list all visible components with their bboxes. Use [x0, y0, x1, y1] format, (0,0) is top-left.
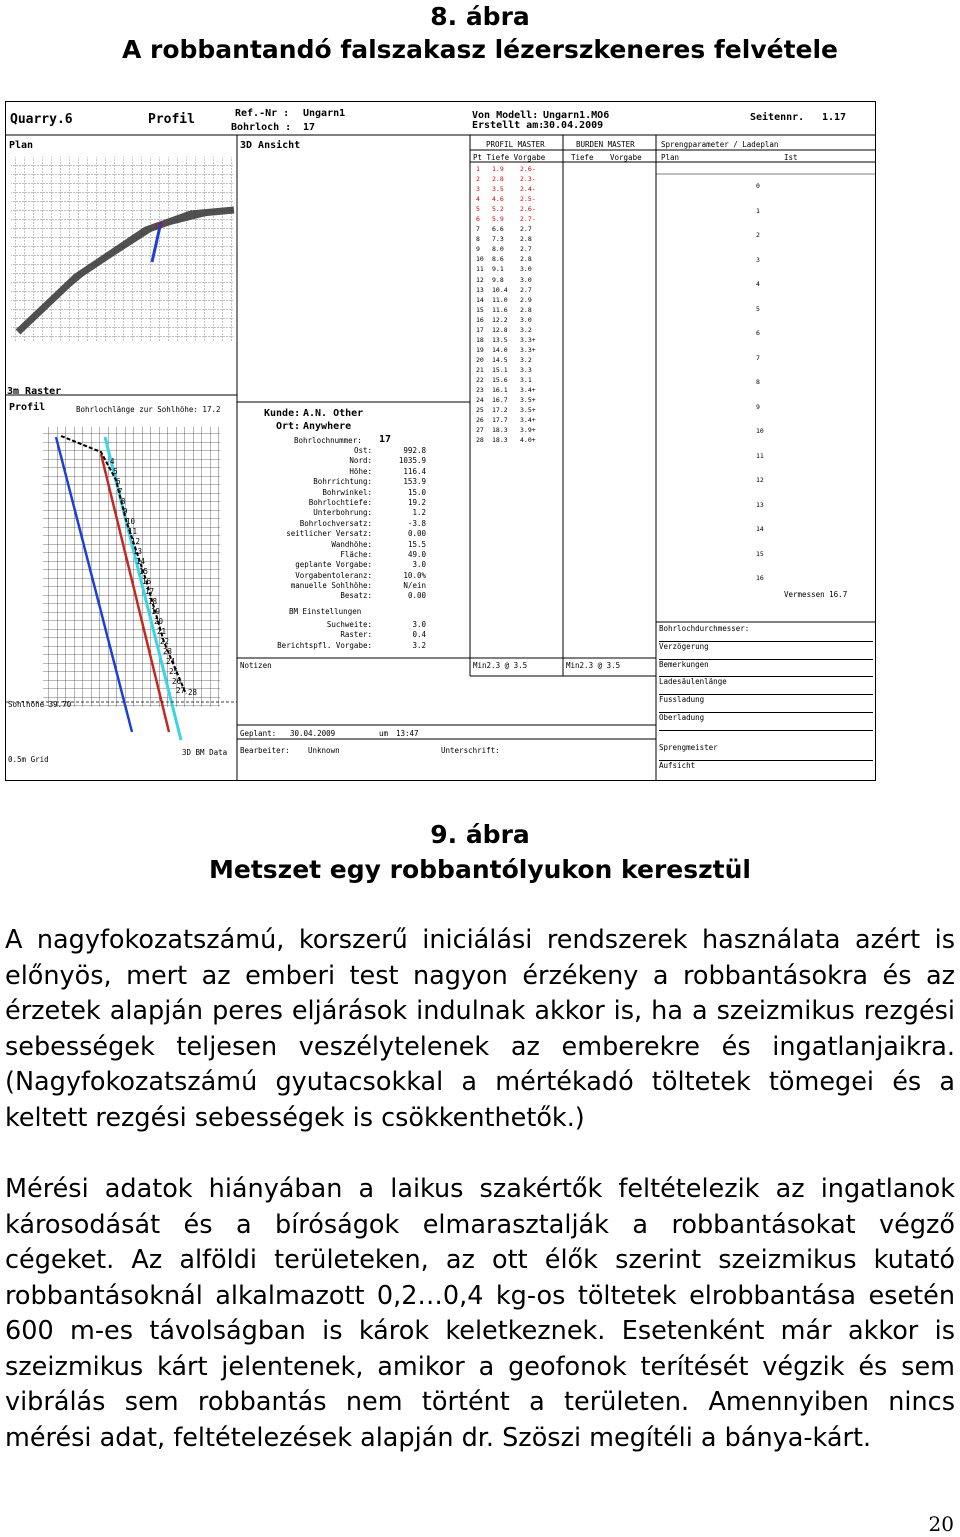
profile-label: 18 — [148, 597, 158, 606]
bm-param-value: 3.2 — [412, 640, 426, 650]
field-aufsicht: Aufsicht — [659, 760, 696, 770]
plan-number: 1 — [756, 206, 760, 215]
burden-row — [476, 216, 556, 226]
burden-cell: 3.3 — [520, 365, 532, 374]
bohrlochnummer-label: Bohrlochnummer: — [294, 436, 362, 445]
hdr-ist: Ist — [784, 153, 798, 162]
param-label: Fläche: — [340, 549, 372, 559]
burden-cell: 19 — [476, 345, 484, 354]
burden-cell: 3 — [476, 185, 480, 194]
burden-cell: 2 — [476, 175, 480, 184]
param-label: Ost: — [353, 446, 372, 455]
burden-cell: 24 — [476, 396, 484, 405]
bm-param-label: Suchweite: — [326, 620, 372, 629]
burden-cell: 2.7 — [520, 285, 532, 294]
burden-cell: 18 — [476, 335, 484, 344]
param-value: 1035.9 — [398, 456, 426, 466]
sohlhoehe-label: Sohlhöhe 39.70 — [8, 700, 72, 709]
burden-row — [476, 367, 556, 377]
profile-label: 21 — [157, 627, 167, 636]
burden-row — [476, 397, 556, 407]
burden-cell: 3.5+ — [520, 406, 536, 415]
burden-cell: 17.2 — [492, 406, 508, 415]
burden-cell: 14 — [476, 295, 484, 304]
plan-number: 5 — [756, 304, 760, 313]
field-bohrlochdurchmesser: Bohrlochdurchmesser: — [659, 624, 873, 642]
burden-cell: 5 — [476, 205, 480, 214]
unterschrift-label: Unterschrift: — [441, 746, 500, 755]
burden-cell: 23 — [476, 386, 484, 395]
burden-cell: 17.7 — [492, 416, 508, 425]
field-fussladung: Fussladung — [659, 695, 873, 713]
plan-number: 2 — [756, 231, 760, 239]
param-value: 116.4 — [403, 466, 426, 476]
page-number: 20 — [928, 1512, 954, 1536]
profile-label: 17 — [145, 587, 155, 596]
burden-row — [476, 407, 556, 417]
plan-number: 13 — [756, 500, 764, 509]
plan-number: 4 — [756, 280, 760, 288]
burden-row — [476, 277, 556, 287]
profile-label: 24 — [166, 657, 176, 666]
burden-cell: 15.6 — [492, 375, 508, 384]
grid05-label: 0.5m Grid — [8, 755, 49, 764]
profile-label: 9 — [123, 507, 128, 516]
burden-cell: 12 — [476, 275, 484, 284]
plan-number: 15 — [756, 549, 764, 558]
vermessen-label: Vermessen 16.7 — [784, 590, 848, 599]
burden-cell: 9 — [476, 245, 480, 254]
burden-row — [476, 297, 556, 307]
plan-label: Plan — [9, 140, 34, 151]
modell-label: Von Modell: — [472, 110, 539, 121]
min1-label: Min2.3 @ 3.5 — [473, 661, 528, 670]
burden-cell: 8.0 — [492, 245, 504, 254]
burden-cell: 4.6 — [492, 195, 504, 204]
bm-params-table — [246, 620, 426, 651]
burden-row — [476, 246, 556, 256]
param-label: Unterbohrung: — [313, 508, 372, 518]
um-label: um — [379, 729, 389, 738]
burden-cell: 2.8 — [520, 255, 532, 264]
burden-cell: 11.0 — [492, 295, 508, 304]
burden-cell: 3.1 — [520, 375, 532, 384]
ort-label: Ort: — [276, 421, 301, 432]
burden-cell: 3.5+ — [520, 396, 536, 405]
param-label: Wandhöhe: — [331, 539, 372, 549]
hdr-pt: Pt Tiefe Vorgabe — [473, 153, 546, 162]
field-verzoegerung: Verzögerung — [659, 642, 873, 660]
burden-cell: 11.6 — [492, 305, 508, 314]
burden-cell: 14.5 — [492, 355, 508, 364]
param-value: 15.0 — [407, 487, 426, 497]
profile-label: 12 — [131, 537, 141, 546]
burden-cell: 6 — [476, 215, 480, 224]
burden-cell: 3.3+ — [520, 335, 536, 344]
burden-cell: 3.2 — [520, 355, 532, 364]
profile-label: 22 — [160, 637, 170, 646]
bm-param-value: 3.0 — [412, 620, 426, 629]
burden-cell: 21 — [476, 365, 484, 374]
plan-label-17: 17 — [154, 222, 164, 231]
burden-row — [476, 417, 556, 427]
burden-cell: 22 — [476, 375, 484, 384]
param-value: 0.00 — [407, 591, 426, 601]
field-bemerkungen: Bemerkungen — [659, 660, 873, 678]
bm-param-row — [246, 620, 426, 630]
burden-row — [476, 266, 556, 276]
raster-label: 3m Raster — [7, 386, 62, 397]
figure8-caption: A robbantandó falszakasz lézerszkeneres felvétele — [121, 35, 839, 64]
param-label: Bohrlochtiefe: — [308, 497, 372, 507]
param-row — [246, 508, 426, 518]
burden-cell: 2.8 — [492, 175, 504, 184]
param-row — [246, 519, 426, 529]
burden-cell: 20 — [476, 355, 484, 364]
figure9-caption: Metszet egy robbantólyukon keresztül — [208, 855, 751, 884]
burden-cell: 3.0 — [520, 265, 532, 274]
profile-label: 27 — [176, 686, 186, 695]
burden-row — [476, 186, 556, 196]
field-ladesaeulenlaenge: Ladesäulenlänge — [659, 677, 873, 695]
paragraph-1: A nagyfokozatszámú, korszerű iniciálási rendszerek használata azért is előnyös, mert az emberi test nagyon érzékeny a robbantásokra és az érzetek alapján peres eljárások indulnak akkor is, ha a szeizmikus rezgési sebességek teljesen veszélytelenek az emberekre és ingatlanjaikra. (Nagyfokozatszámú gyutacsokkal a mértékadó töltetek tömegei és a keltett rezgési sebességek is csökkenthetők.) — [5, 925, 955, 1133]
burden-cell: 17 — [476, 325, 484, 334]
plan-number: 10 — [756, 427, 764, 435]
profile-label: 6 — [116, 477, 121, 486]
erstellt-value: 30.04.2009 — [543, 120, 604, 131]
ort-value: Anywhere — [303, 421, 352, 432]
geplant-label: Geplant: — [240, 729, 277, 738]
bohrlochnummer-value: 17 — [379, 434, 392, 445]
burden-row — [476, 347, 556, 357]
field-oberladung: Oberladung — [659, 713, 873, 731]
param-row — [246, 560, 426, 570]
burden-cell: 2.7- — [520, 215, 536, 224]
param-value: 10.0% — [403, 570, 426, 580]
plan-number: 0 — [756, 182, 760, 190]
param-label: Besatz: — [340, 591, 372, 601]
burden-cell: 2.7 — [520, 225, 532, 234]
figure9-number: 9. ábra — [430, 820, 530, 849]
profile-label: 26 — [172, 677, 182, 686]
plan-number: 8 — [756, 378, 760, 386]
burden-cell: 1.9 — [492, 165, 504, 173]
burden-cell: 27 — [476, 426, 484, 435]
bm-einstellungen-label: BM Einstellungen — [289, 607, 362, 616]
param-row — [246, 488, 426, 498]
burden-cell: 8 — [476, 235, 480, 244]
burden-master-label: BURDEN MASTER — [576, 140, 635, 149]
bm3d-label: 3D BM Data — [182, 748, 228, 757]
param-value: 49.0 — [407, 549, 426, 559]
burden-cell: 1 — [476, 165, 480, 173]
ref-value: Ungarn1 — [303, 108, 346, 119]
hdr-tiefe: Tiefe — [571, 153, 594, 162]
param-row — [246, 571, 426, 581]
burden-cell: 3.0 — [520, 275, 532, 284]
burden-row — [476, 176, 556, 186]
burden-row — [476, 226, 556, 236]
profil-tab: Profil — [148, 112, 195, 127]
profile-label: 16 — [142, 577, 152, 586]
burden-cell: 10 — [476, 255, 484, 264]
profile-label: 4 — [110, 457, 115, 466]
right-fields — [659, 624, 873, 777]
burden-cell: 10.4 — [492, 285, 508, 294]
param-value: N/ein — [403, 581, 426, 591]
profile-label: 14 — [136, 557, 146, 566]
profile-label: 10 — [126, 517, 136, 526]
burden-cell: 18.3 — [492, 436, 508, 445]
burden-cell: 14.0 — [492, 345, 508, 354]
burden-cell: 9.1 — [492, 265, 504, 274]
bm-param-row — [246, 641, 426, 651]
field-sprengmeister: Sprengmeister — [659, 743, 873, 761]
profile-label: 7 — [118, 487, 123, 496]
burden-cell: 12.2 — [492, 315, 508, 324]
param-row — [246, 498, 426, 508]
plan-number: 3 — [756, 255, 760, 264]
bohrlochlaenge-label: Bohrlochlänge zur Sohlhöhe: 17.2 — [76, 405, 221, 414]
erstellt-label: Erstellt am: — [472, 120, 545, 131]
burden-cell: 18.3 — [492, 426, 508, 435]
burden-cell: 4 — [476, 195, 480, 204]
burden-row — [476, 256, 556, 266]
burden-cell: 16.1 — [492, 386, 508, 395]
burden-row — [476, 236, 556, 246]
param-label: Vorgabentoleranz: — [295, 570, 372, 580]
burden-cell: 2.8 — [520, 235, 532, 244]
burden-cell: 5.2 — [492, 205, 504, 214]
burden-cell: 2.4- — [520, 185, 536, 194]
param-value: 0.00 — [407, 529, 426, 539]
burden-cell: 11 — [476, 265, 484, 274]
burden-row — [476, 287, 556, 297]
plan-number: 6 — [756, 329, 760, 337]
burden-cell: 28 — [476, 436, 484, 445]
bm-param-row — [246, 630, 426, 640]
bm-param-label: Raster: — [340, 630, 372, 640]
modell-value: Ungarn1.MO6 — [543, 110, 610, 121]
param-row — [246, 540, 426, 550]
param-value: 19.2 — [407, 497, 426, 507]
burden-cell: 3.3+ — [520, 345, 536, 354]
burden-row — [476, 196, 556, 206]
burden-cell: 2.7 — [520, 245, 532, 254]
profile-label: 13 — [133, 547, 143, 556]
profile-label: 15 — [139, 567, 149, 576]
burden-cell: 2.9 — [520, 295, 532, 304]
profile-grid — [43, 427, 220, 707]
profile-label: 19 — [151, 607, 161, 616]
seite-label: Seitennr. — [750, 112, 805, 123]
burden-cell: 8.6 — [492, 255, 504, 264]
ansicht-label: 3D Ansicht — [240, 140, 301, 151]
burden-cell: 13 — [476, 285, 484, 294]
profile-label: 5 — [113, 467, 118, 476]
burden-cell: 7 — [476, 225, 480, 234]
hdr-plan: Plan — [661, 153, 680, 162]
bohrloch-value: 17 — [303, 122, 316, 133]
param-row — [246, 467, 426, 477]
burden-cell: 2.3- — [520, 175, 536, 184]
burden-cell: 9.8 — [492, 275, 504, 284]
burden-cell: 3.4+ — [520, 416, 536, 425]
burden-cell: 25 — [476, 406, 484, 415]
burden-row — [476, 317, 556, 327]
param-row — [246, 550, 426, 560]
ref-label: Ref.-Nr : — [235, 108, 290, 119]
bm-param-label: Berichtspfl. Vorgabe: — [277, 640, 372, 650]
spreng-label: Sprengparameter / Ladeplan — [661, 140, 779, 149]
burden-cell: 13.5 — [492, 335, 508, 344]
burden-cell: 6.6 — [492, 225, 504, 234]
param-value: 1.2 — [412, 508, 426, 518]
burden-cell: 3.0 — [520, 315, 532, 324]
profile-label: 28 — [188, 688, 198, 697]
notizen-label: Notizen — [240, 661, 272, 670]
param-label: Nord: — [349, 456, 372, 466]
kunde-label: Kunde: — [264, 408, 301, 419]
param-value: 15.5 — [407, 539, 426, 549]
burden-cell: 3.4+ — [520, 386, 536, 395]
param-label: geplante Vorgabe: — [295, 560, 372, 570]
profil2-label: Profil — [9, 402, 46, 413]
profile-label: 25 — [169, 667, 179, 676]
burden-cell: 2.6- — [520, 205, 536, 214]
um-value: 13:47 — [396, 729, 419, 738]
profil-master-label: PROFIL MASTER — [486, 140, 545, 149]
plan-number: 14 — [756, 525, 764, 533]
burden-row — [476, 327, 556, 337]
param-row — [246, 456, 426, 466]
burden-row — [476, 387, 556, 397]
bm-param-value: 0.4 — [412, 630, 426, 640]
burden-cell: 26 — [476, 416, 484, 425]
burden-cell: 7.3 — [492, 235, 504, 244]
plan-number: 11 — [756, 451, 764, 460]
burden-row — [476, 166, 556, 176]
profile-label: 23 — [163, 647, 173, 656]
param-value: 992.8 — [403, 446, 426, 455]
bearbeiter-value: Unknown — [308, 746, 340, 755]
param-label: Bohrrichtung: — [313, 477, 372, 487]
param-row — [246, 581, 426, 591]
param-value: 153.9 — [403, 477, 426, 487]
burden-table — [476, 166, 556, 447]
param-label: Bohrwinkel: — [322, 487, 372, 497]
burden-cell: 5.9 — [492, 215, 504, 224]
kunde-value: A.N. Other — [303, 408, 364, 419]
burden-cell: 3.5 — [492, 185, 504, 194]
param-row — [246, 446, 426, 456]
param-value: -3.8 — [407, 518, 426, 528]
plan-number: 16 — [756, 574, 764, 582]
burden-row — [476, 377, 556, 387]
report-title: Quarry.6 — [10, 112, 73, 127]
params-table — [246, 446, 426, 602]
plan-number: 12 — [756, 476, 764, 484]
param-row — [246, 529, 426, 539]
burden-cell: 2.5- — [520, 195, 536, 204]
burden-cell: 4.0+ — [520, 436, 536, 445]
burden-row — [476, 307, 556, 317]
burden-cell: 2.6- — [520, 165, 536, 173]
burden-cell: 15 — [476, 305, 484, 314]
param-label: Bohrlochversatz: — [299, 518, 372, 528]
burden-row — [476, 357, 556, 367]
blast-report-figure — [5, 101, 876, 781]
seite-value: 1.17 — [822, 112, 847, 123]
param-label: Höhe: — [349, 466, 372, 476]
burden-cell: 3.9+ — [520, 426, 536, 435]
burden-cell: 16 — [476, 315, 484, 324]
burden-row — [476, 206, 556, 216]
profile-label: 20 — [154, 617, 164, 626]
burden-row — [476, 437, 556, 447]
bearbeiter-label: Bearbeiter: — [240, 746, 290, 755]
burden-cell: 15.1 — [492, 365, 508, 374]
burden-row — [476, 337, 556, 347]
paragraph-2: Mérési adatok hiányában a laikus szakértők feltételezik az ingatlanok károsodását és a bíróságok elmarasztalják a robbantásokat végző cégeket. Az alföldi területeken, az ott élők szerint szeizmikus kutató robbantásoknál alkalmazott 0,2…0,4 kg-os töltetek elrobbantása esetén 600 m-es távolságban is károk keletkeznek. Esetenként már akkor is szeizmikus kárt jelentenek, amikor a geofonok terítését végzik és sem vibrálás sem robbantás nem történt a területen. Amennyiben nincs mérési adat, feltételezések alapján dr. Szöszi megítéli a bánya-kárt. — [5, 1174, 955, 1453]
burden-cell: 16.7 — [492, 396, 508, 405]
bohrloch-label: Bohrloch : — [231, 122, 292, 133]
profile-label: 8 — [121, 497, 126, 506]
param-label: seitlicher Versatz: — [286, 529, 372, 539]
param-label: manuelle Sohlhöhe: — [290, 581, 372, 591]
plan-number: 9 — [756, 402, 760, 411]
burden-cell: 2.8 — [520, 305, 532, 314]
hdr-vorgabe: Vorgabe — [610, 153, 642, 162]
burden-row — [476, 427, 556, 437]
plan-number: 7 — [756, 353, 760, 362]
burden-cell: 3.2 — [520, 325, 532, 334]
param-value: 3.0 — [412, 560, 426, 570]
min2-label: Min2.3 @ 3.5 — [566, 661, 621, 670]
geplant-value: 30.04.2009 — [290, 729, 336, 738]
burden-cell: 12.8 — [492, 325, 508, 334]
param-row — [246, 591, 426, 601]
profile-label: 11 — [128, 527, 138, 536]
param-row — [246, 477, 426, 487]
figure8-number: 8. ábra — [430, 2, 530, 31]
